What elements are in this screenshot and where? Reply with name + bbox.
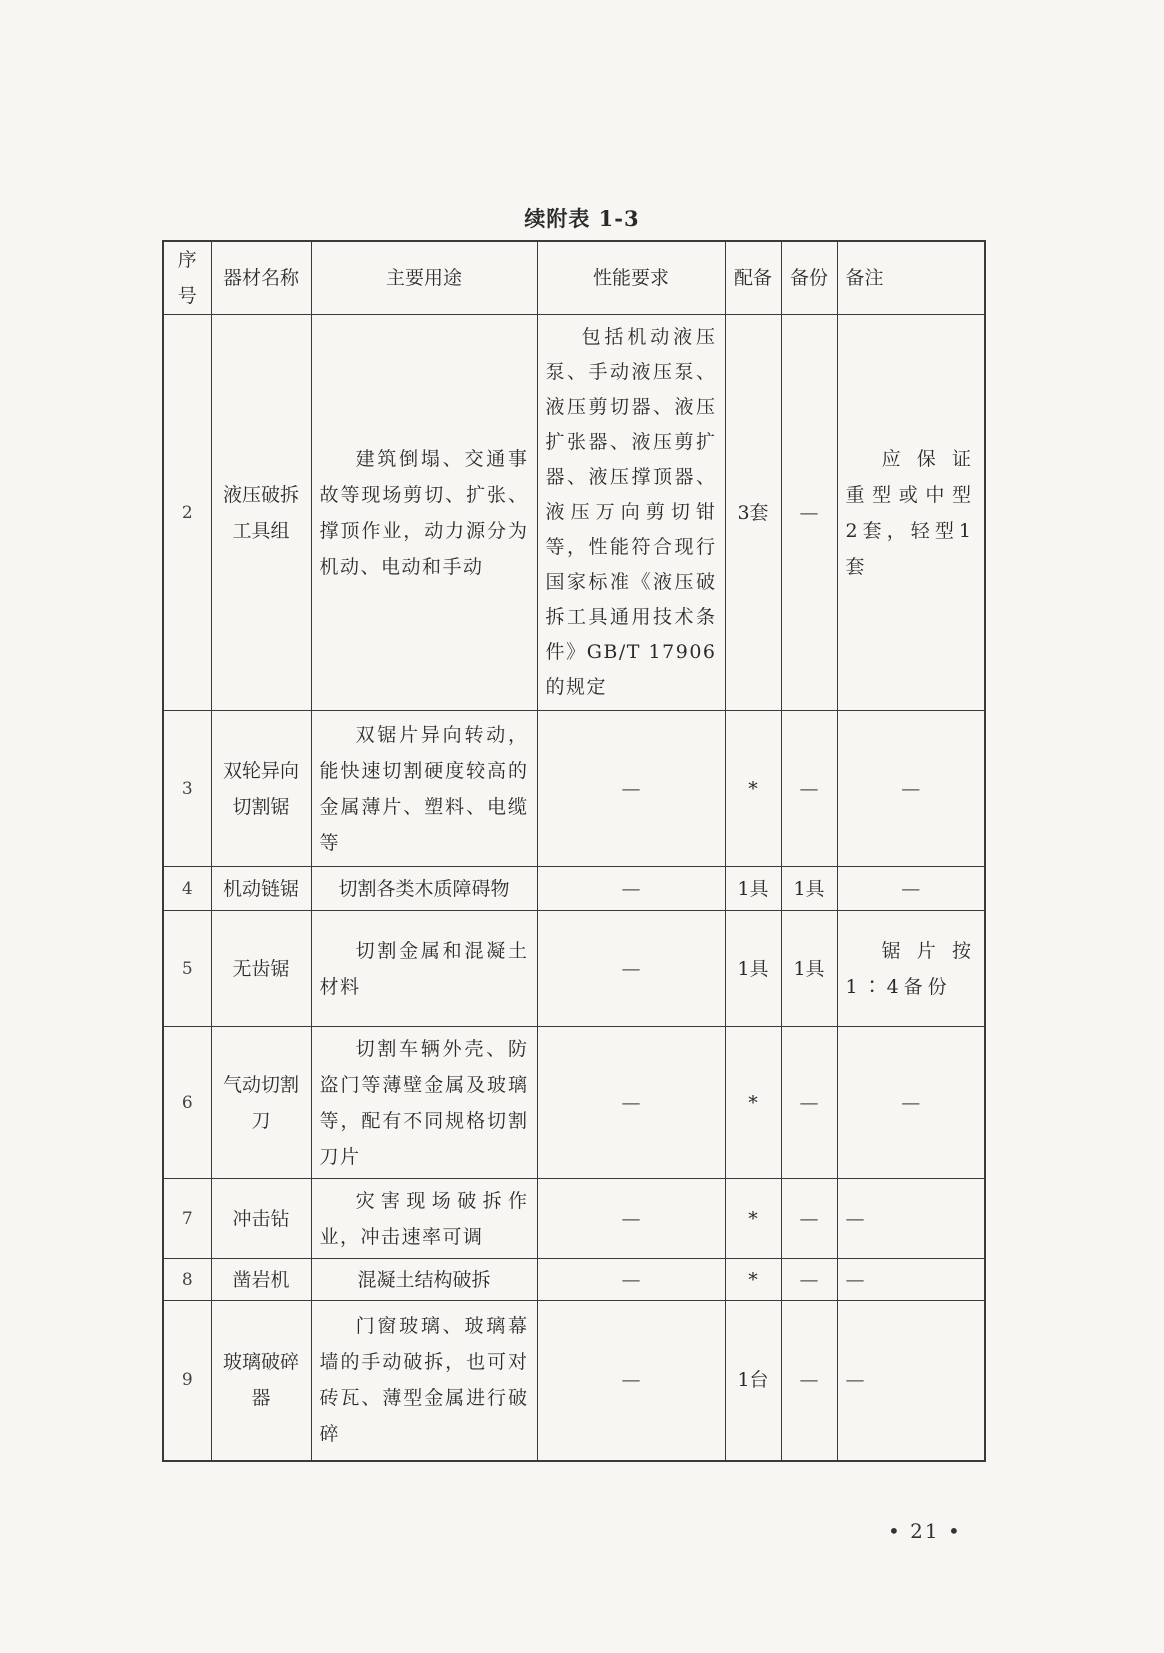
table-row — [163, 315, 985, 711]
cell-remark: 应保证重型或中型2套，轻型1套 — [837, 315, 985, 711]
header-seq: 序号 — [163, 241, 211, 315]
table-row — [163, 711, 985, 867]
cell-use: 门窗玻璃、玻璃幕墙的手动破拆，也可对砖瓦、薄型金属进行破碎 — [311, 1301, 537, 1461]
cell-equip: 3套 — [725, 315, 781, 711]
cell-name: 玻璃破碎器 — [211, 1301, 311, 1461]
cell-remark: — — [837, 1259, 985, 1301]
cell-name: 凿岩机 — [211, 1259, 311, 1301]
cell-backup: — — [781, 315, 837, 711]
cell-remark: — — [837, 1301, 985, 1461]
cell-remark: — — [837, 867, 985, 911]
cell-backup: 1具 — [781, 911, 837, 1027]
table-row — [163, 1259, 985, 1301]
cell-equip: * — [725, 711, 781, 867]
table-row — [163, 1301, 985, 1461]
cell-remark: 锯片按1∶4备份 — [837, 911, 985, 1027]
cell-perf: — — [537, 1301, 725, 1461]
cell-seq: 7 — [163, 1179, 211, 1259]
table-row — [163, 911, 985, 1027]
header-backup: 备份 — [781, 241, 837, 315]
cell-seq: 2 — [163, 315, 211, 711]
cell-name: 冲击钻 — [211, 1179, 311, 1259]
cell-seq: 4 — [163, 867, 211, 911]
cell-backup: — — [781, 1259, 837, 1301]
cell-use: 双锯片异向转动，能快速切割硬度较高的金属薄片、塑料、电缆等 — [311, 711, 537, 867]
cell-use: 灾害现场破拆作业，冲击速率可调 — [311, 1179, 537, 1259]
cell-perf: 包括机动液压泵、手动液压泵、液压剪切器、液压扩张器、液压剪扩器、液压撑顶器、液压万向剪切钳等，性能符合现行国家标准《液压破拆工具通用技术条件》GB/T 17906的规定 — [537, 315, 725, 711]
cell-seq: 8 — [163, 1259, 211, 1301]
cell-use: 切割车辆外壳、防盗门等薄壁金属及玻璃等，配有不同规格切割刀片 — [311, 1027, 537, 1179]
table-row — [163, 1027, 985, 1179]
cell-equip: 1台 — [725, 1301, 781, 1461]
cell-equip: * — [725, 1259, 781, 1301]
header-perf: 性能要求 — [537, 241, 725, 315]
cell-seq: 3 — [163, 711, 211, 867]
cell-use: 切割各类木质障碍物 — [311, 867, 537, 911]
cell-backup: — — [781, 711, 837, 867]
cell-seq: 9 — [163, 1301, 211, 1461]
cell-name: 双轮异向切割锯 — [211, 711, 311, 867]
cell-perf: — — [537, 867, 725, 911]
table-row — [163, 867, 985, 911]
equipment-table — [162, 240, 986, 1462]
cell-name: 液压破拆工具组 — [211, 315, 311, 711]
cell-backup: — — [781, 1027, 837, 1179]
cell-backup: — — [781, 1179, 837, 1259]
cell-equip: 1具 — [725, 867, 781, 911]
cell-backup: 1具 — [781, 867, 837, 911]
cell-remark: — — [837, 1179, 985, 1259]
cell-seq: 5 — [163, 911, 211, 1027]
table-header-row — [163, 241, 985, 315]
cell-perf: — — [537, 1179, 725, 1259]
cell-equip: 1具 — [725, 911, 781, 1027]
cell-remark: — — [837, 711, 985, 867]
cell-perf: — — [537, 711, 725, 867]
cell-name: 气动切割刀 — [211, 1027, 311, 1179]
cell-equip: * — [725, 1027, 781, 1179]
page-number: • 21 • — [888, 1519, 962, 1543]
header-use: 主要用途 — [311, 241, 537, 315]
cell-name: 机动链锯 — [211, 867, 311, 911]
cell-use: 切割金属和混凝土材料 — [311, 911, 537, 1027]
cell-name: 无齿锯 — [211, 911, 311, 1027]
header-name: 器材名称 — [211, 241, 311, 315]
cell-use: 混凝土结构破拆 — [311, 1259, 537, 1301]
cell-perf: — — [537, 1259, 725, 1301]
cell-perf: — — [537, 1027, 725, 1179]
cell-use: 建筑倒塌、交通事故等现场剪切、扩张、撑顶作业，动力源分为机动、电动和手动 — [311, 315, 537, 711]
cell-equip: * — [725, 1179, 781, 1259]
cell-remark: — — [837, 1027, 985, 1179]
header-remark: 备注 — [837, 241, 985, 315]
cell-seq: 6 — [163, 1027, 211, 1179]
header-equip: 配备 — [725, 241, 781, 315]
table-caption: 续附表 1-3 — [524, 206, 640, 231]
cell-backup: — — [781, 1301, 837, 1461]
table-row — [163, 1179, 985, 1259]
cell-perf: — — [537, 911, 725, 1027]
